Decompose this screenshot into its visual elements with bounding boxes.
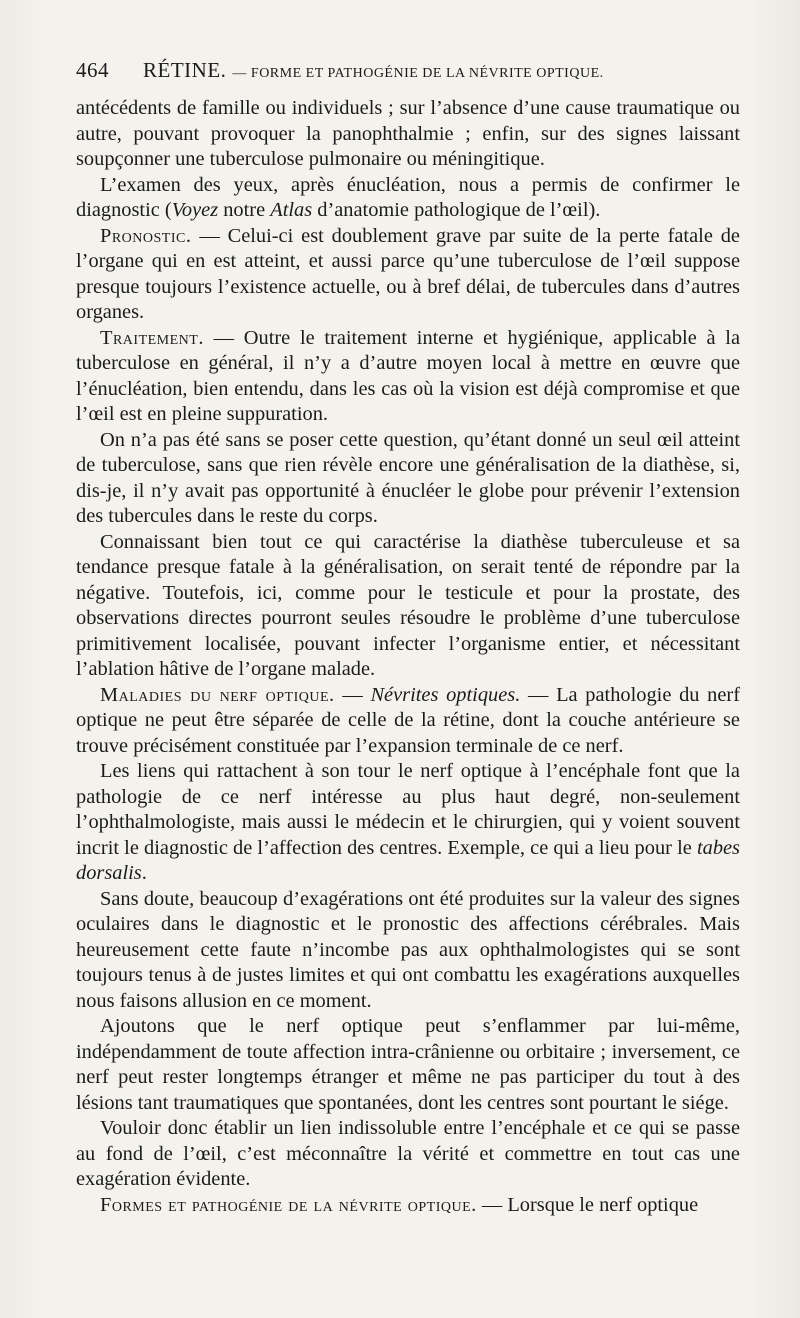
running-title: RÉTINE.	[143, 58, 227, 82]
paragraph-text: L’examen des yeux, après énucléation, nous a permis de confirmer le diagnostic (	[76, 173, 740, 221]
paragraph-text: Les liens qui rattachent à son tour le nerf optique à l’encéphale font que la pathologie de ce nerf intéresse au plus haut degré, non-seulement l’ophthalmologiste, mais aussi le médecin et le chirurgien, qui y voient souvent incrit le diagnostic de l’affection des centres. Exemple, ce qui a lieu pour le	[76, 760, 740, 859]
paragraph-text: d’anatomie pathologique de l’œil).	[312, 199, 601, 221]
paragraph-text: notre	[218, 199, 271, 221]
section-heading: Formes et pathogénie de la névrite optique.	[100, 1193, 477, 1216]
italic-subheading: Névrites optiques.	[370, 683, 521, 706]
paragraph	[76, 1014, 740, 1116]
paragraph	[76, 173, 740, 224]
italic-text: Voyez	[171, 199, 219, 221]
paragraph	[76, 224, 740, 326]
paragraph-text: Ajoutons que le nerf optique peut s’enflammer par lui-même, indépendamment de toute affection intra-crânienne ou orbitaire ; inversement, ce nerf peut rester longtemps étranger et même ne pas participer du tout à des lésions tant traumatiques que spontanées, dont les centres sont pourtant le siége.	[76, 1015, 740, 1114]
paragraph	[76, 887, 740, 1015]
paragraph-text: — Lorsque le nerf optique	[476, 1193, 699, 1216]
section-heading: Traitement.	[100, 326, 204, 349]
section-heading: Pronostic.	[100, 224, 192, 247]
page-number: 464	[76, 58, 109, 82]
page-body	[76, 96, 740, 1218]
paragraph-text: —	[334, 683, 371, 706]
paragraph-text: On n’a pas été sans se poser cette question, qu’étant donné un seul œil atteint de tuberculose, sans que rien révèle encore une généralisation de la diathèse, si, dis-je, il n’y avait pas opportunité à énucléer le globe pour prévenir l’extension des tubercules dans le reste du corps.	[76, 428, 740, 527]
running-subtitle: — FORME ET PATHOGÉNIE DE LA NÉVRITE OPTIQUE.	[232, 66, 604, 81]
paragraph-text: .	[141, 862, 147, 884]
italic-text: Atlas	[270, 199, 313, 221]
paragraph	[76, 1193, 740, 1219]
section-heading: Maladies du nerf optique.	[100, 683, 335, 706]
paragraph	[76, 759, 740, 887]
paragraph	[76, 428, 740, 530]
paragraph-text: Sans doute, beaucoup d’exagérations ont été produites sur la valeur des signes oculaires dans le diagnostic et le pronostic des affections cérébrales. Mais heureusement cette faute n’incombe pas aux ophthalmologistes qui se sont toujours tenus à de justes limites et qui ont combattu les exagérations auxquelles nous faisons allusion en ce moment.	[76, 887, 740, 1012]
paragraph-text: Connaissant bien tout ce qui caractérise la diathèse tuberculeuse et sa tendance presque fatale à la généralisation, on serait tenté de répondre par la négative. Toutefois, ici, comme pour le testicule et pour la prostate, des observations directes pourront seules résoudre le problème d’une tuberculose primitivement localisée, pouvant infecter l’organisme entier, et nécessitant l’ablation hâtive de l’organe malade.	[76, 530, 740, 680]
italic-text: tabes dorsalis	[76, 836, 740, 884]
running-header	[76, 58, 740, 94]
paragraph-text: — Outre le traitement interne et hygiénique, applicable à la tuberculose en général, il n’y a d’autre moyen local à mettre en œuvre que l’énucléation, bien entendu, dans les cas où la vision est déjà compromise et que l’œil est en pleine suppuration.	[76, 326, 740, 425]
paragraph-text: — Celui-ci est doublement grave par suite de la perte fatale de l’organe qui en est atteint, et aussi parce qu’une tuberculose de l’œil suppose presque toujours l’existence actuelle, ou à bref délai, de tubercules dans d’autres organes.	[76, 224, 740, 323]
paragraph-text: — La pathologie du nerf optique ne peut être séparée de celle de la rétine, dont la couche antérieure se trouve précisément constituée par l’expansion terminale de ce nerf.	[76, 683, 741, 757]
paragraph	[76, 96, 740, 173]
paragraph-text: Vouloir donc établir un lien indissoluble entre l’encéphale et ce qui se passe au fond de l’œil, c’est méconnaître la vérité et commettre en tout cas une exagération évidente.	[76, 1117, 740, 1190]
paragraph	[76, 683, 740, 760]
paragraph-text: antécédents de famille ou individuels ; sur l’absence d’une cause traumatique ou autre, pouvant provoquer la panophthalmie ; enfin, sur des signes laissant soupçonner une tuberculose pulmonaire ou méningitique.	[76, 97, 740, 170]
paragraph	[76, 326, 740, 428]
paragraph	[76, 1116, 740, 1193]
paragraph	[76, 530, 740, 683]
